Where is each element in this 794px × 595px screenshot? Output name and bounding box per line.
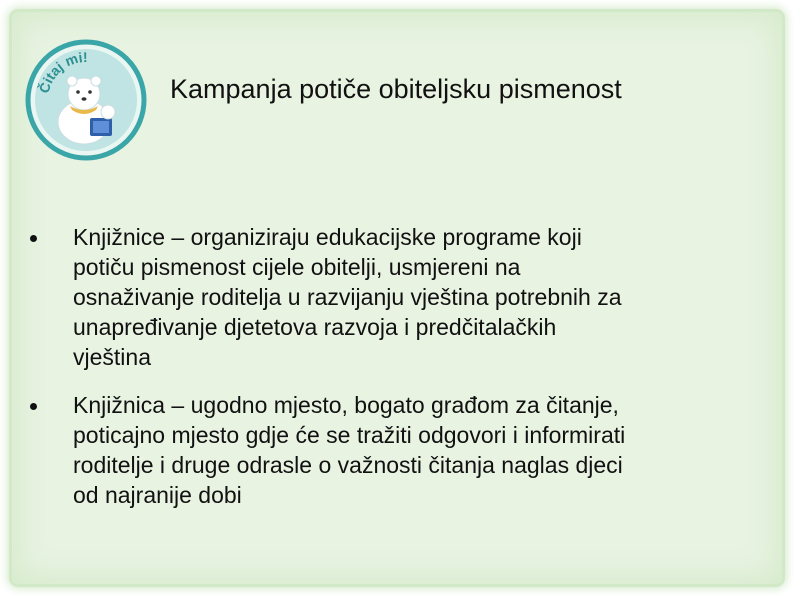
- bullet-dot: [30, 403, 37, 410]
- bullet-line: potiču pismenost cijele obitelji, usmjereni na: [73, 254, 521, 280]
- bullet-text: [73, 224, 622, 370]
- bullet-line: od najranije dobi: [73, 482, 242, 508]
- bullet-line: Knjižnica – ugodno mjesto, bogato građom za čitanje,: [73, 392, 619, 418]
- bullet-item-knjiznice: [30, 222, 750, 372]
- bullet-line: vještina: [73, 344, 151, 370]
- bullet-text: [73, 392, 625, 508]
- bullet-line: Knjižnice – organiziraju edukacijske programe koji: [73, 224, 582, 250]
- slide-title: Kampanja potiče obiteljsku pismenost: [170, 74, 622, 104]
- bullet-line: unapređivanje djetetova razvoja i predčitalačkih: [73, 314, 557, 340]
- bullet-item-knjiznica: [30, 390, 750, 510]
- bullet-line: poticajno mjesto gdje će se tražiti odgovori i informirati: [73, 422, 626, 448]
- citaj-mi-logo: [24, 38, 148, 162]
- logo-text: Čitaj mi!: [35, 48, 88, 95]
- bullet-list: [30, 222, 750, 528]
- bullet-line: roditelje i druge odrasle o važnosti čitanja naglas djeci: [73, 452, 623, 478]
- bullet-dot: [30, 235, 37, 242]
- bullet-line: osnaživanje roditelja u razvijanju vještina potrebnih za: [73, 284, 622, 310]
